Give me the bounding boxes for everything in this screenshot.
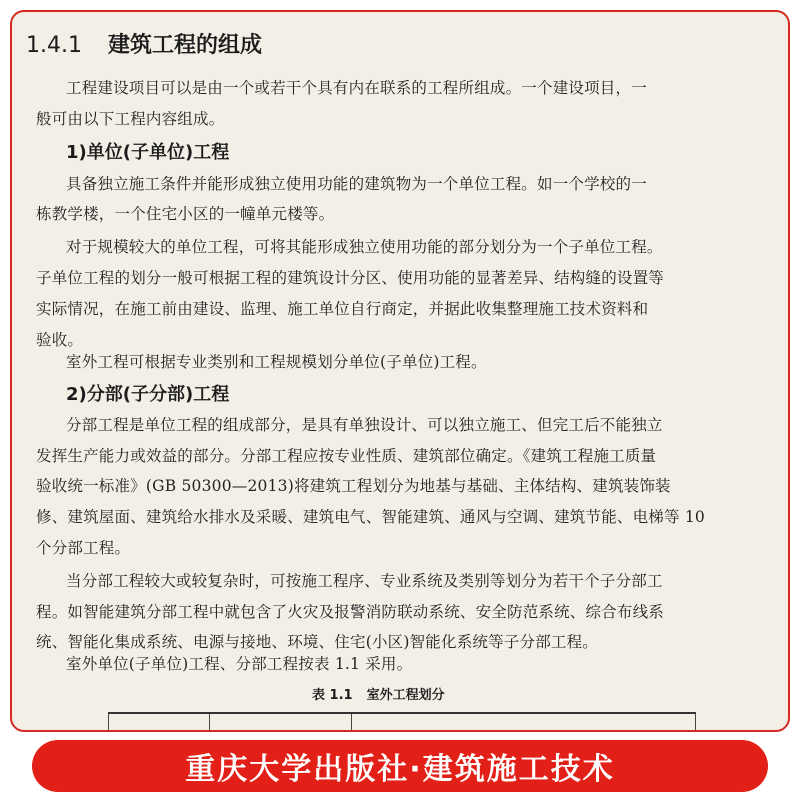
section-heading xyxy=(26,28,262,59)
paragraph-line: 修、建筑屋面、建筑给水排水及采暖、建筑电气、智能建筑、通风与空调、建筑节能、电梯等 10 xyxy=(36,508,705,526)
paragraph-line: 统、智能化集成系统、电源与接地、环境、住宅(小区)智能化系统等子分部工程。 xyxy=(36,633,598,651)
paragraph-line: 栋教学楼，一个住宅小区的一幢单元楼等。 xyxy=(36,205,335,223)
book-page xyxy=(10,10,790,732)
paragraph-line: 分部工程是单位工程的组成部分，是具有单独设计、可以独立施工、但完工后不能独立 xyxy=(66,416,663,434)
publisher-banner xyxy=(0,732,800,800)
paragraph-line: 具备独立施工条件并能形成独立使用功能的建筑物为一个单位工程。如一个学校的一 xyxy=(66,175,647,193)
table-number: 表 1.1 xyxy=(312,688,353,703)
banner-text: 重庆大学出版社·建筑施工技术 xyxy=(185,752,615,787)
intro-line: 般可由以下工程内容组成。 xyxy=(36,110,225,128)
paragraph-line: 对于规模较大的单位工程，可将其能形成独立使用功能的部分划分为一个子单位工程。 xyxy=(66,238,663,256)
table-top-edge xyxy=(108,712,696,732)
unit-heading: 1)单位(子单位)工程 xyxy=(66,142,230,163)
paragraph-line: 当分部工程较大或较复杂时，可按施工程序、专业系统及类别等划分为若干个子分部工 xyxy=(66,572,663,590)
paragraph-line: 发挥生产能力或效益的部分。分部工程应按专业性质、建筑部位确定。《建筑工程施工质量 xyxy=(36,447,657,465)
section-title: 建筑工程的组成 xyxy=(107,33,262,58)
table-divider xyxy=(209,714,210,732)
paragraph-line: 程。如智能建筑分部工程中就包含了火灾及报警消防联动系统、安全防范系统、综合布线系 xyxy=(36,603,665,621)
paragraph-line: 个分部工程。 xyxy=(36,539,131,557)
table-title: 室外工程划分 xyxy=(366,688,445,703)
paragraph-line: 室外单位(子单位)工程、分部工程按表 1.1 采用。 xyxy=(66,655,413,673)
paragraph-line: 实际情况，在施工前由建设、监理、施工单位自行商定，并据此收集整理施工技术资料和 xyxy=(36,300,649,318)
banner-pill xyxy=(32,740,768,792)
table-caption xyxy=(312,684,445,703)
intro-line: 工程建设项目可以是由一个或若干个具有内在联系的工程所组成。一个建设项目，一 xyxy=(66,79,647,97)
table-divider xyxy=(351,714,352,732)
paragraph-line: 验收统一标准》(GB 50300—2013)将建筑工程划分为地基与基础、主体结构、建筑装饰装 xyxy=(36,477,671,495)
paragraph-line: 验收。 xyxy=(36,331,84,349)
paragraph-line: 子单位工程的划分一般可根据工程的建筑设计分区、使用功能的显著差异、结构缝的设置等 xyxy=(36,269,665,287)
paragraph-line: 室外工程可根据专业类别和工程规模划分单位(子单位)工程。 xyxy=(66,353,487,371)
division-heading: 2)分部(子分部)工程 xyxy=(66,384,230,405)
section-number: 1.4.1 xyxy=(26,33,82,58)
